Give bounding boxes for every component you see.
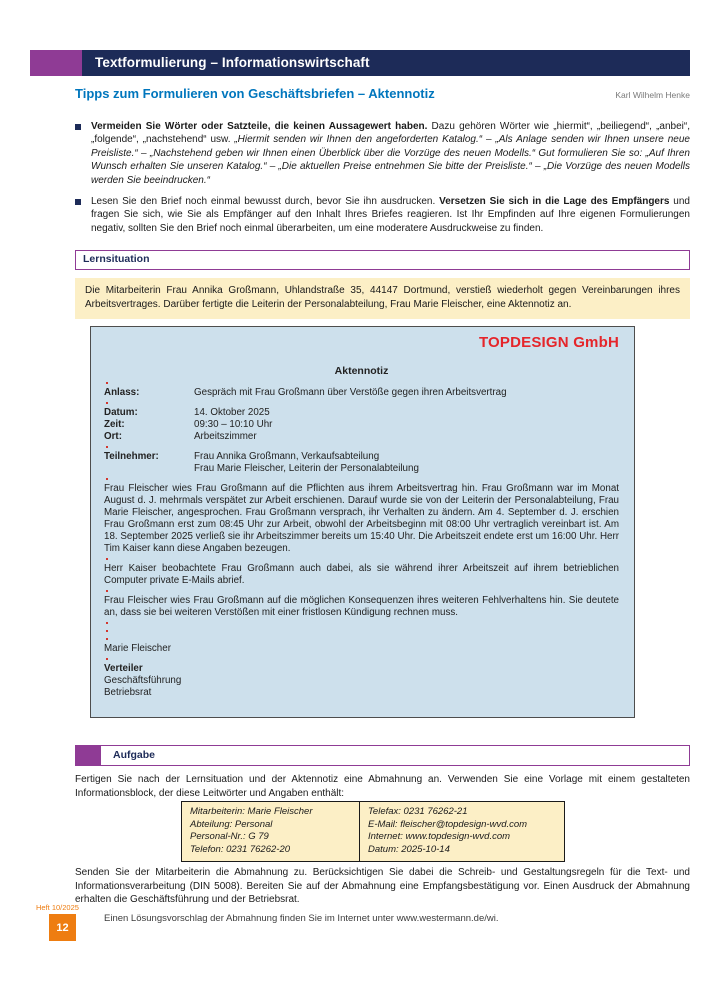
memo-field-row	[104, 407, 619, 419]
paragraph-mark-icon	[106, 382, 108, 384]
bullet-text	[91, 195, 690, 235]
paragraph-mark-line	[104, 399, 619, 407]
lernsituation-heading: Lernsituation	[83, 253, 150, 265]
lernsituation-intro-text: Die Mitarbeiterin Frau Annika Großmann, Uhlandstraße 35, 44147 Dortmund, verstieß wiederholt gegen Vereinbarungen ihres Arbeitsvertrages. Darüber fertigte die Leiterin der Personalabteilung, Frau Marie Fleischer, eine Aktennotiz an.	[85, 285, 680, 310]
aufgabe-heading-box	[75, 745, 690, 766]
memo-paragraph: Frau Fleischer wies Frau Großmann auf die Pflichten aus ihrem Arbeitsvertrag hin. Frau Großmann war im Monat August d. J. mehrmals verspätet zur Arbeit erschienen. Darauf wurde sie von der Leiterin der Personalabteilung, Frau Marie Fleischer, angesprochen. Frau Großmann versprach, ihr Verhalten zu ändern. Am 4. September d. J. erschien Frau Großmann erst zum 08:45 Uhr zur Arbeit, obwohl der Arbeitsbeginn mit 08:00 Uhr vertraglich vereinbart ist. Am 18. September 2025 verließ sie ihr Arbeitszimmer bereits um 15:40 Uhr. Die Arbeitszeit endete erst um 16:00 Uhr. Herr Tim Kaiser kann diese Angaben bezeugen.	[104, 483, 619, 554]
footer-issue-label: Heft 10/2025	[36, 903, 79, 912]
paragraph-mark-line	[104, 555, 619, 563]
info-line: Abteilung: Personal	[190, 818, 273, 830]
list-item	[75, 120, 690, 187]
footer-page-number-badge: 12	[49, 914, 76, 941]
memo-field-value: Arbeitszimmer	[194, 431, 257, 442]
memo-field-row	[104, 451, 619, 475]
bullet-square-icon	[75, 124, 81, 130]
page-title: Textformulierung – Informationswirtschaft	[82, 50, 690, 76]
aufgabe-accent-square	[76, 746, 101, 765]
bullet-square-icon	[75, 199, 81, 205]
memo-field-label: Zeit:	[104, 419, 125, 430]
memo-verteiler-label: Verteiler	[104, 663, 143, 674]
paragraph-mark-icon	[106, 558, 108, 560]
memo-signature: Marie Fleischer	[104, 643, 171, 654]
info-line: Internet: www.topdesign-wvd.com	[368, 831, 511, 843]
info-line: Personal-Nr.: G 79	[190, 831, 269, 843]
memo-participant: Frau Annika Großmann, Verkaufsabteilung	[194, 451, 380, 462]
memo-title: Aktennotiz	[334, 365, 389, 377]
memo-field-row	[104, 431, 619, 443]
memo-verteiler-item: Betriebsrat	[104, 687, 152, 698]
paragraph-mark-icon	[106, 590, 108, 592]
info-line: Datum: 2025-10-14	[368, 843, 450, 855]
memo-field-value: 09:30 – 10:10 Uhr	[194, 419, 273, 430]
memo-paragraph: Herr Kaiser beobachtete Frau Großmann auch dabei, als sie während ihrer Arbeitszeit auf ihrem betrieblichen Computer private E-Mails abrief.	[104, 563, 619, 586]
bullet-normal-text: Dazu gehören Wörter wie „hiermit“, „beiliegend“, „anbei“, „folgende“, „nachstehend“ usw.	[91, 121, 690, 146]
bullet-bold-lead: Vermeiden Sie Wörter oder Satzteile, die keinen Aussagewert haben.	[91, 121, 428, 132]
aufgabe-heading: Aufgabe	[113, 749, 155, 761]
list-item	[75, 195, 690, 235]
info-table-left-column	[182, 802, 360, 861]
memo-field-value: 14. Oktober 2025	[194, 407, 270, 418]
memo-field-label: Teilnehmer:	[104, 451, 159, 462]
article-title: Tipps zum Formulieren von Geschäftsbriefen – Aktennotiz	[75, 86, 435, 101]
paragraph-mark-line	[104, 587, 619, 595]
bullet-italic-examples: „Hiermit senden wir Ihnen den angeforderten Katalog.“ – „Als Anlage senden wir Ihnen unsere neue Preisliste.“ – „Nachstehend geben wir Ihnen einen Überblick über die Vorzüge des neuen Modells.“ Gut formulieren Sie so: „Auf Ihren Wunsch erhalten Sie unseren Katalog.“ – „Die aktuellen Preise entnehmen Sie bitte der Preisliste.“ – „Die Vorzüge des neuen Modells werden Sie beeindrucken.“	[91, 134, 690, 186]
memo-participant: Frau Marie Fleischer, Leiterin der Personalabteilung	[194, 463, 419, 474]
memo-field-value: Gespräch mit Frau Großmann über Verstöße gegen ihren Arbeitsvertrag	[194, 387, 507, 398]
bullet-normal-text: und fragen Sie sich, wie Sie als Empfänger auf den Inhalt Ihres Briefes reagieren. Ist Ihr Empfinden auf Ihre eigenen Formulierungen negativ, sollten Sie den Brief noch einmal überarbeiten, um eine moderatere Ausdruckweise zu finden.	[91, 196, 690, 234]
memo-verteiler-item: Geschäftsführung	[104, 675, 182, 686]
paragraph-mark-line	[104, 379, 619, 387]
memo-field-label: Datum:	[104, 407, 138, 418]
memo-field-label: Ort:	[104, 431, 122, 442]
paragraph-mark-line	[104, 655, 619, 663]
paragraph-mark-line	[104, 443, 619, 451]
info-line: E-Mail: fleischer@topdesign-wvd.com	[368, 818, 528, 830]
header-bar	[30, 50, 690, 76]
memo-company-logo: TOPDESIGN GmbH	[478, 334, 619, 351]
footer-note: Einen Lösungsvorschlag der Abmahnung finden Sie im Internet unter www.westermann.de/wi.	[104, 913, 499, 924]
memo-field-row	[104, 387, 619, 399]
memo-paragraph: Frau Fleischer wies Frau Großmann auf die möglichen Konsequenzen ihres weiteren Fehlverhaltens hin. Sie deutete an, dass sie bei weiteren Verstößen mit einer fristlosen Kündigung rechnen muss.	[104, 595, 619, 618]
bullet-bold-phrase: Versetzen Sie sich in die Lage des Empfängers	[439, 196, 670, 208]
paragraph-mark-icon	[106, 630, 108, 632]
memo-field-row	[104, 419, 619, 431]
author-name: Karl Wilhelm Henke	[615, 90, 690, 100]
paragraph-mark-line	[104, 475, 619, 483]
info-line: Telefax: 0231 76262-21	[368, 806, 468, 817]
subtitle-row	[75, 86, 690, 101]
lernsituation-intro-box	[75, 278, 690, 319]
paragraph-mark-icon	[106, 658, 108, 660]
bullet-text	[91, 120, 690, 187]
paragraph-mark-icon	[106, 402, 108, 404]
info-line: Telefon: 0231 76262-20	[190, 843, 291, 855]
paragraph-mark-icon	[106, 446, 108, 448]
paragraph-mark-line	[104, 635, 619, 643]
aufgabe-paragraph: Fertigen Sie nach der Lernsituation und der Aktennotiz eine Abmahnung an. Verwenden Sie eine Vorlage mit einem gestalteten Informationsblock, der diese Leitwörter und Angaben enthält:	[75, 774, 690, 799]
paragraph-mark-line	[104, 619, 619, 627]
paragraph-mark-icon	[106, 622, 108, 624]
bullet-normal-text: Lesen Sie den Brief noch einmal bewusst durch, bevor Sie ihn ausdrucken.	[91, 196, 440, 208]
info-line: Mitarbeiterin: Marie Fleischer	[190, 806, 313, 817]
paragraph-mark-icon	[106, 638, 108, 640]
paragraph-mark-line	[104, 627, 619, 635]
memo-field-label: Anlass:	[104, 387, 140, 398]
info-table-right-column	[360, 802, 564, 861]
memo-document	[90, 326, 635, 718]
memo-field-value	[194, 451, 619, 475]
info-block-table	[181, 801, 565, 862]
lernsituation-heading-box	[75, 250, 690, 270]
tips-list	[75, 120, 690, 243]
aufgabe-paragraph: Senden Sie der Mitarbeiterin die Abmahnung zu. Berücksichtigen Sie dabei die Schreib- und Gestaltungsregeln für die Text- und Informationsverarbeitung (DIN 5008). Bereiten Sie auf der Abmahnung eine Empfangsbestätigung vor. Einen Ausdruck der Abmahnung erhalten die Geschäftsführung und der Betriebsrat.	[75, 867, 690, 905]
paragraph-mark-icon	[106, 478, 108, 480]
header-accent-square	[30, 50, 82, 76]
